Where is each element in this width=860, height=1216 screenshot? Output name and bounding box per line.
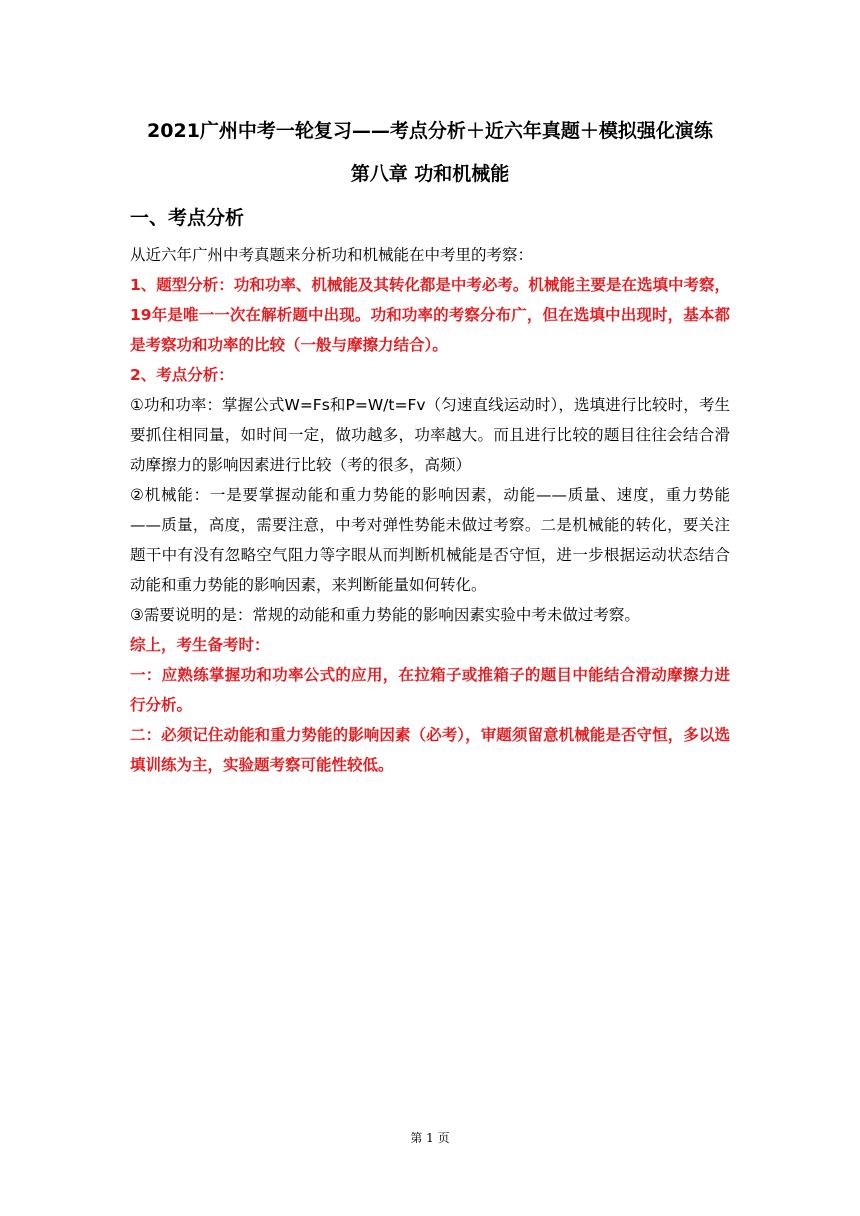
intro-paragraph: 从近六年广州中考真题来分析功和机械能在中考里的考察：	[130, 246, 534, 264]
page-number: 第 1 页	[410, 1131, 450, 1145]
summary-heading: 综上，考生备考时：	[130, 636, 270, 654]
summary-item-2: 二：必须记住动能和重力势能的影响因素（必考），审题须留意机械能是否守恒，多以选填训练为主，实验题考察可能性较低。	[130, 726, 730, 774]
summary-item-1: 一：应熟练掌握功和功率公式的应用，在拉箱子或推箱子的题目中能结合滑动摩擦力进行分析。	[130, 666, 730, 714]
point-work-power: ①功和功率：掌握公式W=Fs和P=W/t=Fv（匀速直线运动时），选填进行比较时，考生要抓住相同量，如时间一定，做功越多，功率越大。而且进行比较的题目往往会结合滑动摩擦力的影响因素进行比较（考的很多，高频）	[130, 396, 730, 474]
point-mechanical-energy: ②机械能：一是要掌握动能和重力势能的影响因素，动能——质量、速度，重力势能——质量，高度，需要注意，中考对弹性势能未做过考察。二是机械能的转化，要关注题干中有没有忽略空气阻力等字眼从而判断机械能是否守恒，进一步根据运动状态结合动能和重力势能的影响因素，来判断能量如何转化。	[130, 486, 730, 594]
document-title: 2021广州中考一轮复习——考点分析＋近六年真题＋模拟强化演练	[147, 120, 713, 142]
document-body	[130, 240, 730, 780]
section-heading: 一、考点分析	[130, 207, 245, 229]
analysis-heading: 2、考点分析：	[130, 366, 234, 384]
question-type-paragraph: 1、题型分析：功和功率、机械能及其转化都是中考必考。机械能主要是在选填中考察，19年是唯一一次在解析题中出现。功和功率的考察分布广，但在选填中出现时，基本都是考察功和功率的比较（一般与摩擦力结合）。	[130, 276, 730, 354]
chapter-title: 第八章 功和机械能	[350, 163, 510, 185]
point-note: ③需要说明的是：常规的动能和重力势能的影响因素实验中考未做过考察。	[130, 606, 640, 624]
